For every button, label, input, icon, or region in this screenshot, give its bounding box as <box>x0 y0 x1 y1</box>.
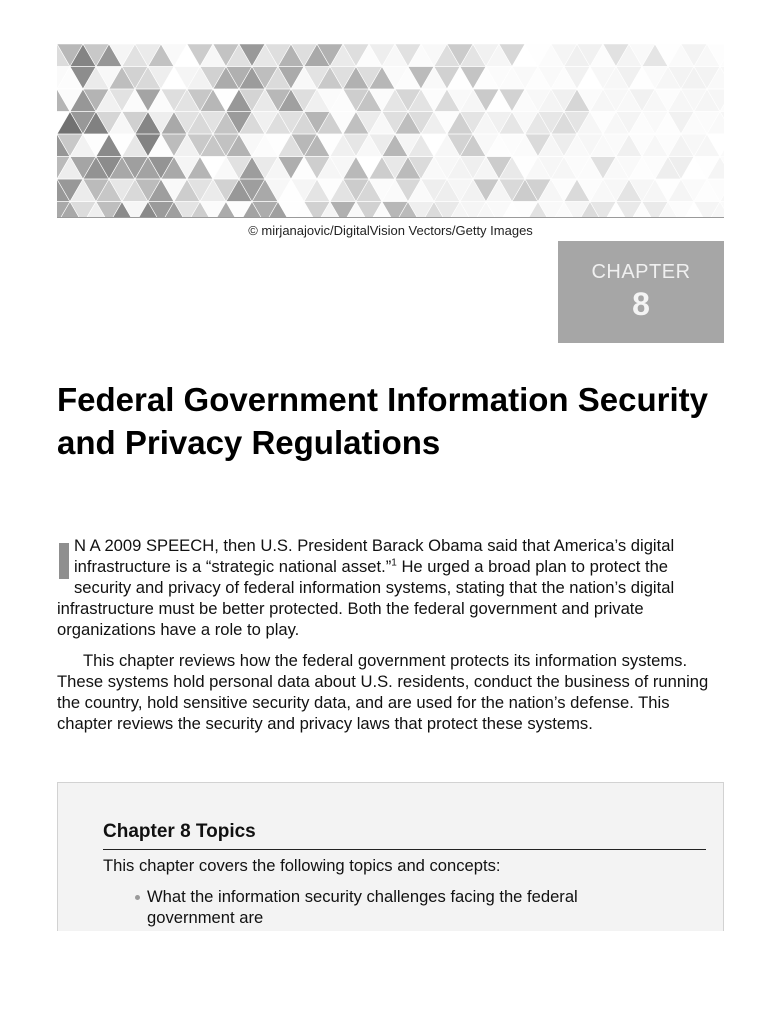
chapter-badge <box>558 241 724 343</box>
footnote-marker[interactable]: 1 <box>391 557 397 569</box>
topic-text: What the information security challenges facing the federal government are <box>147 887 578 927</box>
chapter-number: 8 <box>632 286 650 322</box>
topics-list <box>103 886 663 928</box>
intro-text-1a: N A 2009 SPEECH, then U.S. President Barack Obama said that America’s digital infrastructure is a “strategic national asset.” <box>74 536 675 576</box>
list-item <box>103 886 663 928</box>
image-credit: © mirjanajovic/DigitalVision Vectors/Getty Images <box>248 223 533 238</box>
chapter-label: CHAPTER <box>591 261 691 283</box>
topics-heading: Chapter 8 Topics <box>103 821 706 850</box>
topics-intro: This chapter covers the following topics and concepts: <box>103 856 501 875</box>
intro-paragraph-2: This chapter reviews how the federal government protects its information systems. These systems hold personal data about U.S. residents, conduct the business of running the country, hold sensitive security data, and are used for the nation’s defense. This chapter reviews the security and privacy laws that protect these systems. <box>57 651 709 733</box>
bullet-icon <box>135 895 140 900</box>
chapter-header-image <box>57 44 724 217</box>
chapter-intro <box>57 535 721 744</box>
intro-text-1b: He urged a broad plan to protect the security and privacy of federal information systems, stating that the nation’s digital infrastructure must be better protected. Both the federal government and private organizations have a role to play. <box>57 557 675 639</box>
chapter-topics-box <box>57 782 724 931</box>
intro-paragraph-1 <box>57 535 721 640</box>
image-divider <box>57 217 724 218</box>
abstract-gray-triangle-pattern <box>57 44 724 217</box>
dropcap-letter <box>59 543 69 579</box>
chapter-title: Federal Government Information Security and Privacy Regulations <box>57 381 708 461</box>
